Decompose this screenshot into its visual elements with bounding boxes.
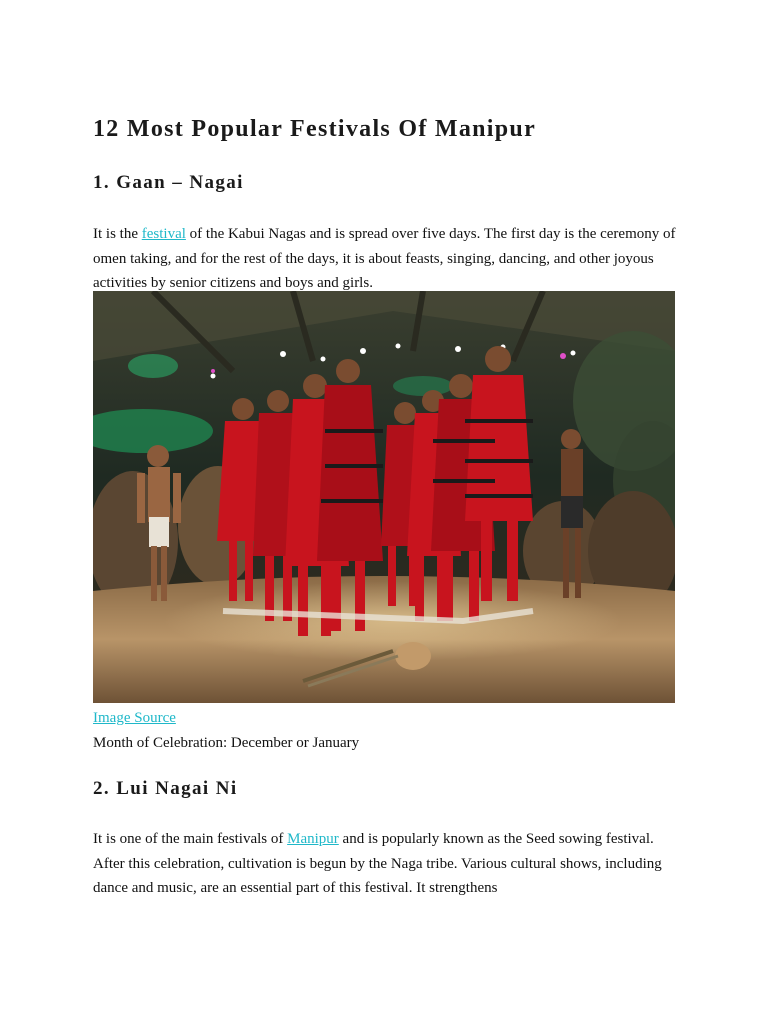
month-of-celebration: Month of Celebration: December or January	[93, 735, 360, 751]
page-title: 12 Most Popular Festivals Of Manipur	[93, 116, 537, 142]
paragraph-text: and is popularly known as the Seed sowing festival. After this celebration, cultivation is begun by the Naga tribe. Various cultural shows, including dance and music, are an essential part of this festival. It strengthens	[93, 831, 662, 896]
paragraph-text: It is the	[93, 226, 142, 242]
manipur-link[interactable]: Manipur	[287, 831, 339, 847]
section-paragraph-lui-nagai-ni	[93, 827, 678, 901]
festival-dance-photo	[93, 291, 675, 703]
paragraph-text: of the Kabui Nagas and is spread over five days. The first day is the ceremony of omen taking, and for the rest of the days, it is about feasts, singing, dancing, and other joyous activities by senior citizens and boys and girls.	[93, 226, 676, 291]
section-heading-gaan-nagai: 1. Gaan – Nagai	[93, 172, 244, 193]
section-heading-lui-nagai-ni: 2. Lui Nagai Ni	[93, 778, 238, 799]
image-source-caption	[93, 708, 176, 728]
image-source-link[interactable]: Image Source	[93, 710, 176, 726]
paragraph-text: It is one of the main festivals of	[93, 831, 288, 847]
section-paragraph-gaan-nagai	[93, 222, 678, 296]
festival-link[interactable]: festival	[141, 226, 186, 242]
